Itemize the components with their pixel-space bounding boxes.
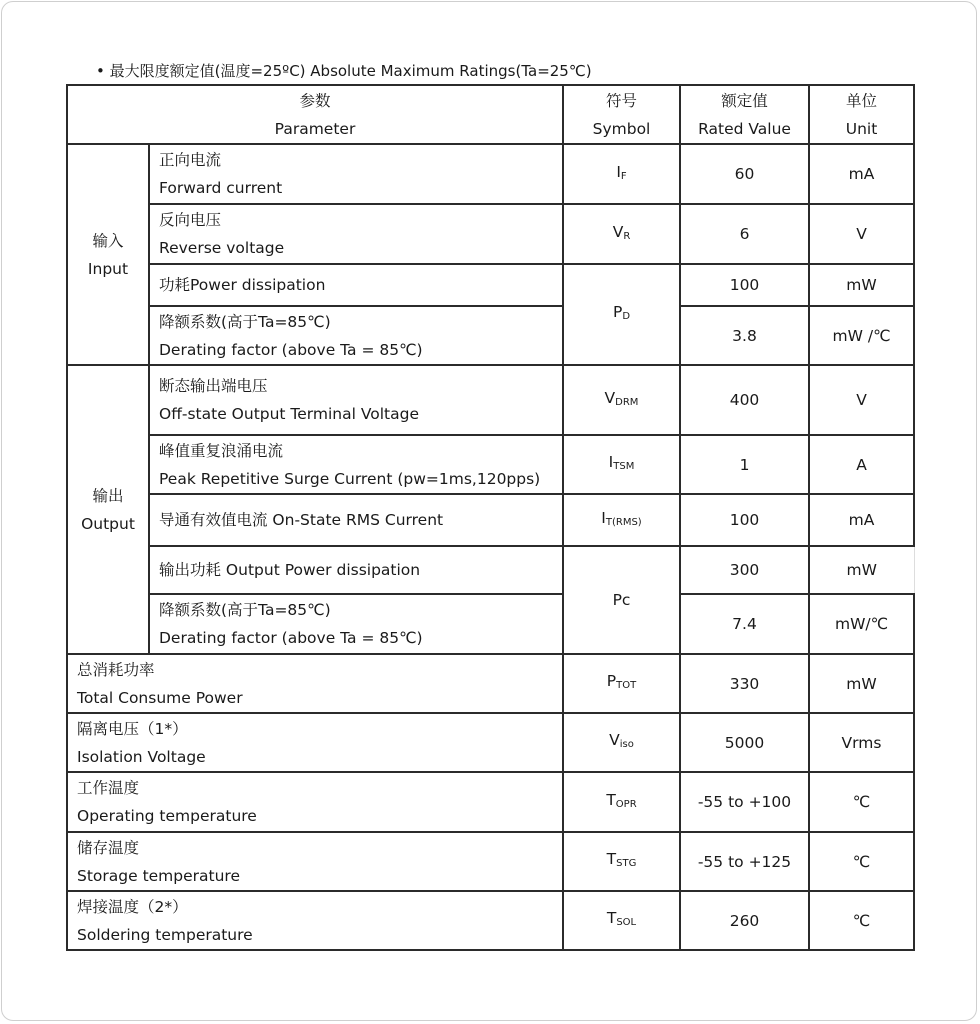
symbol-subscript: iso: [619, 739, 634, 750]
table-row: [67, 264, 914, 306]
header-symbol-text: Symbol: [592, 119, 651, 138]
symbol-cell: [563, 832, 680, 891]
symbol-cell-text: V: [609, 731, 620, 749]
parameter-cell: [149, 365, 563, 435]
parameter-cell: [149, 204, 563, 264]
header-rated-value-text: 额定值: [721, 91, 768, 110]
header-symbol: [563, 85, 680, 144]
symbol-subscript: D: [622, 311, 631, 322]
parameter-cell-text: 导通有效值电流 On-State RMS Current: [159, 511, 444, 529]
unit-cell-text: ℃: [852, 911, 871, 930]
unit-cell-text: mW: [846, 276, 877, 294]
unit-cell-text: ℃: [852, 852, 871, 871]
symbol-subscript: DRM: [615, 396, 639, 408]
parameter-cell-text: 储存温度: [77, 838, 140, 857]
unit-cell: [809, 494, 914, 546]
symbol-cell-text: T: [606, 850, 617, 868]
parameter-cell: [149, 144, 563, 204]
parameter-cell-text: 降额系数(高于Ta=85℃): [159, 312, 331, 331]
symbol-cell: [563, 204, 680, 264]
parameter-cell-text: 峰值重复浪涌电流: [159, 441, 284, 460]
unit-cell: [809, 654, 914, 713]
section-title: • 最大限度额定值(温度=25ºC) Absolute Maximum Ratings(Ta=25℃): [96, 62, 592, 80]
parameter-cell: [149, 435, 563, 494]
value-cell: [680, 713, 809, 772]
symbol-subscript: R: [623, 230, 631, 242]
symbol-cell-text: T: [606, 909, 617, 927]
symbol-subscript: F: [620, 170, 627, 182]
unit-cell: [809, 204, 914, 264]
value-cell-text: 100: [729, 276, 760, 294]
group-input-text: 输入: [92, 231, 124, 250]
table-row: [67, 494, 914, 546]
table-row: [67, 594, 914, 654]
parameter-cell: [67, 891, 563, 950]
group-output-text: Output: [81, 514, 135, 533]
parameter-cell-text: 隔离电压（1*）: [77, 719, 188, 738]
header-unit-text: 单位: [845, 91, 877, 110]
parameter-cell-text: Soldering temperature: [77, 925, 253, 944]
symbol-cell-text: V: [612, 222, 624, 241]
symbol-subscript: SOL: [616, 917, 637, 928]
parameter-cell: [67, 832, 563, 891]
parameter-cell-text: 功耗Power dissipation: [159, 276, 326, 294]
parameter-cell-text: Peak Repetitive Surge Current (pw=1ms,120pps): [159, 469, 541, 488]
unit-cell: [809, 365, 914, 435]
symbol-subscript: T(RMS): [605, 516, 642, 528]
parameter-cell-text: Off-state Output Terminal Voltage: [159, 405, 420, 423]
symbol-cell: [563, 365, 680, 435]
unit-cell-text: mA: [848, 165, 875, 183]
value-cell-text: 300: [729, 561, 760, 579]
value-cell-text: 400: [729, 391, 760, 409]
value-cell: [680, 594, 809, 654]
symbol-cell-text: T: [606, 790, 616, 809]
table-row: [67, 772, 914, 832]
header-unit-text: Unit: [845, 119, 878, 138]
unit-cell: [809, 594, 914, 654]
parameter-cell-text: Derating factor (above Ta = 85℃): [159, 629, 423, 647]
parameter-cell-text: Isolation Voltage: [77, 747, 206, 766]
parameter-cell: [67, 772, 563, 832]
value-cell-text: 3.8: [732, 326, 757, 345]
value-cell-text: 60: [734, 165, 755, 183]
unit-cell: [809, 435, 914, 494]
parameter-cell-text: Operating temperature: [77, 807, 257, 825]
header-symbol-text: 符号: [605, 91, 637, 110]
table-row: [67, 891, 914, 950]
parameter-cell-text: 正向电流: [159, 151, 222, 169]
parameter-cell: [149, 546, 563, 594]
parameter-cell-text: 降额系数(高于Ta=85℃): [159, 601, 331, 619]
symbol-subscript: STG: [616, 858, 637, 869]
symbol-cell-text: I: [601, 508, 606, 527]
symbol-cell-text: I: [616, 162, 621, 181]
header-rated-value: [680, 85, 809, 144]
table-row: [67, 306, 914, 365]
symbol-cell: [563, 713, 680, 772]
value-cell: [680, 772, 809, 832]
table-row: [67, 832, 914, 891]
parameter-cell-text: Storage temperature: [77, 866, 240, 885]
unit-cell-text: mW/℃: [834, 615, 889, 633]
symbol-subscript: TSM: [613, 461, 635, 472]
parameter-cell-text: Reverse voltage: [159, 239, 285, 257]
parameter-cell: [149, 594, 563, 654]
unit-cell-text: Vrms: [841, 733, 882, 752]
unit-cell-text: ℃: [852, 793, 871, 811]
parameter-cell: [67, 713, 563, 772]
unit-cell-text: V: [856, 225, 867, 243]
symbol-cell-text: V: [604, 388, 616, 407]
group-output: [67, 365, 149, 654]
table-row: [67, 204, 914, 264]
symbol-cell-text: P: [612, 303, 623, 321]
parameter-cell-text: Total Consume Power: [77, 688, 243, 707]
value-cell-text: -55 to +100: [697, 793, 792, 811]
symbol-cell: [563, 772, 680, 832]
value-cell: [680, 365, 809, 435]
symbol-cell: [563, 435, 680, 494]
symbol-cell: [563, 264, 680, 365]
parameter-cell-text: 工作温度: [77, 779, 140, 797]
value-cell-text: 330: [729, 674, 760, 693]
value-cell: [680, 546, 809, 594]
header-parameter-text: Parameter: [274, 119, 356, 138]
header-rated-value-text: Rated Value: [698, 119, 791, 138]
table-row: [67, 654, 914, 713]
header-unit: [809, 85, 914, 144]
symbol-subscript: OPR: [615, 798, 637, 810]
parameter-cell: [149, 494, 563, 546]
table-row: [67, 144, 914, 204]
value-cell-text: 100: [729, 511, 760, 529]
unit-cell: [809, 713, 914, 772]
value-cell-text: 260: [729, 911, 760, 930]
header-parameter: [67, 85, 563, 144]
table-row: [67, 435, 914, 494]
parameter-cell-text: 断态输出端电压: [159, 377, 268, 395]
parameter-cell-text: 输出功耗 Output Power dissipation: [159, 561, 421, 579]
value-cell-text: 1: [739, 455, 750, 474]
symbol-cell-text: I: [608, 453, 614, 471]
unit-cell: [809, 144, 914, 204]
value-cell: [680, 204, 809, 264]
table-row: [67, 713, 914, 772]
parameter-cell-text: 总消耗功率: [77, 660, 155, 679]
parameter-cell: [149, 306, 563, 365]
unit-cell-text: mW /℃: [832, 326, 891, 345]
parameter-cell-text: 反向电压: [159, 211, 222, 229]
table-row: [67, 85, 914, 144]
symbol-cell-text: P: [606, 672, 617, 690]
unit-cell-text: mW: [846, 561, 877, 579]
unit-cell: [809, 772, 914, 832]
header-parameter-text: 参数: [299, 91, 331, 110]
unit-cell: [809, 832, 914, 891]
unit-cell-text: mA: [848, 511, 875, 529]
value-cell: [680, 832, 809, 891]
value-cell: [680, 144, 809, 204]
unit-cell-text: mW: [846, 674, 877, 693]
unit-cell-text: V: [856, 391, 867, 409]
group-input-text: Input: [87, 259, 129, 278]
value-cell-text: -55 to +125: [697, 852, 792, 871]
unit-cell: [809, 546, 914, 594]
value-cell: [680, 494, 809, 546]
value-cell: [680, 654, 809, 713]
symbol-cell: [563, 891, 680, 950]
symbol-cell: [563, 144, 680, 204]
table-row: [67, 546, 914, 594]
table-row: [67, 365, 914, 435]
parameter-cell: [149, 264, 563, 306]
symbol-cell-text: Pc: [612, 591, 631, 609]
parameter-cell-text: Forward current: [159, 179, 283, 197]
value-cell: [680, 264, 809, 306]
symbol-cell: [563, 654, 680, 713]
parameter-cell: [67, 654, 563, 713]
absolute-maximum-ratings-table: [66, 84, 915, 951]
symbol-cell: [563, 494, 680, 546]
unit-cell-text: A: [856, 455, 867, 474]
value-cell-text: 5000: [724, 733, 765, 752]
value-cell-text: 7.4: [732, 615, 757, 633]
value-cell: [680, 306, 809, 365]
unit-cell: [809, 891, 914, 950]
value-cell-text: 6: [739, 225, 750, 243]
unit-cell: [809, 306, 914, 365]
parameter-cell-text: 焊接温度（2*）: [77, 897, 188, 916]
group-input: [67, 144, 149, 365]
group-output-text: 输出: [92, 486, 124, 505]
symbol-subscript: TOT: [616, 680, 637, 691]
symbol-cell: [563, 546, 680, 654]
unit-cell: [809, 264, 914, 306]
value-cell: [680, 891, 809, 950]
parameter-cell-text: Derating factor (above Ta = 85℃): [159, 340, 423, 359]
value-cell: [680, 435, 809, 494]
